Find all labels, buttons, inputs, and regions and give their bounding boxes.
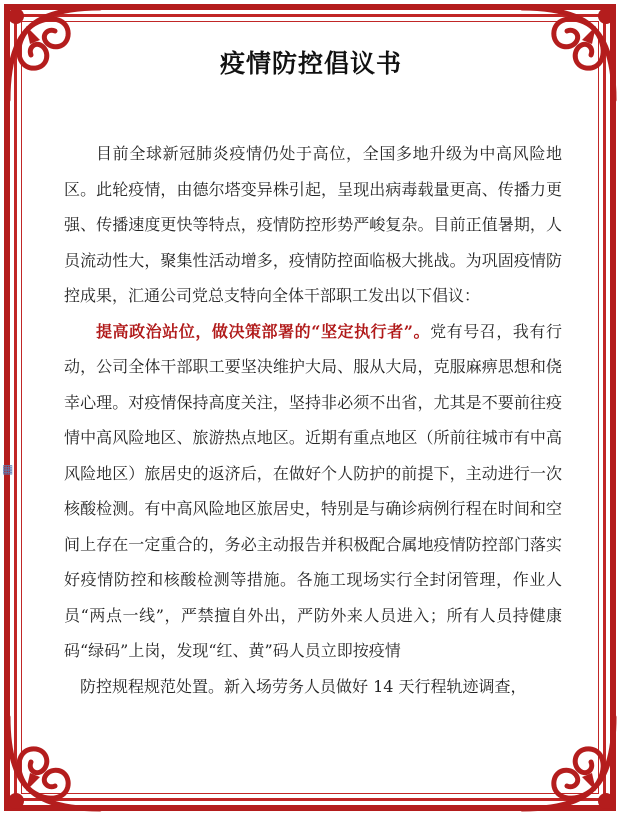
- ornament-corner-icon: [512, 707, 622, 817]
- document-marker-icon[interactable]: ▦: [2, 462, 14, 476]
- paragraph-measures: [64, 314, 562, 669]
- document-title: 疫情防控倡议书: [219, 49, 402, 78]
- paragraph-heading: 提高政治站位，做决策部署的“坚定执行者”。: [96, 321, 431, 341]
- ornament-corner-icon: [0, 707, 110, 817]
- paragraph-last-line: 防控规程规范处置。新入场劳务人员做好 14 天行程轨迹调查，: [80, 676, 527, 696]
- document-body: [64, 136, 562, 704]
- paragraph-intro: 目前全球新冠肺炎疫情仍处于高位，全国多地升级为中高风险地区。此轮疫情，由德尔塔变异株引起，呈现出病毒载量更高、传播力更强、传播速度更快等特点，疫情防控形势严峻复杂。目前正值暑期，人员流动性大，聚集性活动增多，疫情防控面临极大挑战。为巩固疫情防控成果，汇通公司党总支特向全体干部职工发出以下倡议：: [64, 144, 562, 305]
- paragraph-body: 党有号召，我有行动，公司全体干部职工要坚决维护大局、服从大局，克服麻痹思想和侥幸心理。对疫情保持高度关注，坚持非必须不出省，尤其是不要前往疫情中高风险地区、旅游热点地区。近期有重点地区（所前往城市有中高风险地区）旅居史的返济后，在做好个人防护的前提下，主动进行一次核酸检测。有中高风险地区旅居史，特别是与确诊病例行程在时间和空间上存在一定重合的，务必主动报告并积极配合属地疫情防控部门落实好疫情防控和核酸检测等措施。各施工现场实行全封闭管理，作业人员“两点一线”，严禁擅自外出，严防外来人员进入；所有人员持健康码“绿码”上岗，发现“红、黄”码人员立即按疫情: [64, 321, 562, 660]
